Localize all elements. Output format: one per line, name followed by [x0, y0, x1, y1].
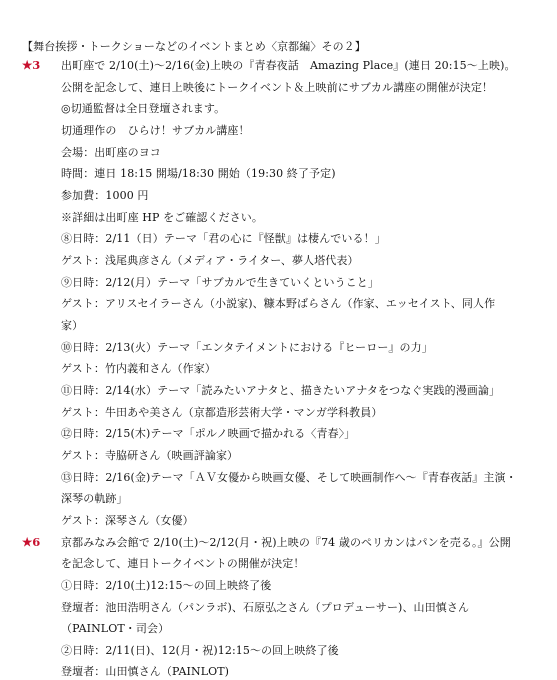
section-6-line: 登壇者：山田慎さん（PAINLOT)	[61, 665, 230, 678]
section-3-line: 参加費：1000 円	[61, 189, 149, 202]
section-3-line: 会場：出町座のヨコ	[61, 146, 161, 159]
section-3-line: ◎切通監督は全日登壇されます。	[61, 102, 226, 115]
section-6-line: ②日時：2/11(日)、12(月・祝)12:15～の回上映終了後	[61, 644, 339, 657]
section-3-line: 切通理作の ひらけ！サブカル講座！	[61, 124, 250, 137]
section-3-star-marker	[22, 58, 40, 73]
section-3-line: ※詳細は出町座 HP をご確認ください。	[61, 211, 263, 224]
section-3-line: ⑬日時：2/16(金)テーマ「ＡＶ女優から映画女優、そして映画制作へ～『青春夜話』主演・	[61, 471, 517, 484]
section-6-line: を記念して、連日トークイベントの開催が決定！	[61, 557, 305, 570]
section-3-line: ゲスト：竹内義和さん（作家）	[61, 362, 216, 375]
section-3-line: 深琴の軌跡」	[61, 492, 128, 505]
section-6-line: （PAINLOT・司会）	[61, 622, 170, 635]
section-3-line: ⑪日時：2/14(水）テーマ「読みたいアナタと、描きたいアナタをつなぐ実践的漫画論」	[61, 384, 501, 397]
section-3-line: 時間：連日 18:15 開場/18:30 開始（19:30 終了予定)	[61, 167, 336, 180]
section-3-line: ゲスト：浅尾典彦さん（メディア・ライター、夢人塔代表）	[61, 254, 359, 267]
section-3-line: 家）	[61, 319, 84, 332]
section-3-line: ゲスト：牛田あや美さん（京都造形芸術大学・マンガ学科教員）	[61, 406, 383, 419]
section-3-line: ゲスト：アリスセイラーさん（小説家)、糠本野ばらさん（作家、エッセイスト、同人作	[61, 297, 496, 310]
document-heading: 【舞台挨拶・トークショーなどのイベントまとめ〈京都編〉その２】	[22, 40, 366, 53]
star-icon-label: ★6	[22, 535, 41, 549]
section-6-line: 京都みなみ会館で 2/10(土)～2/12(月・祝)上映の『74 歳のペリカンはパンを売る。』公開	[61, 536, 511, 549]
section-6-line: ①日時：2/10(土)12:15～の回上映終了後	[61, 579, 272, 592]
section-3-line: ⑩日時：2/13(火）テーマ「エンタテイメントにおける『ヒーロー』の力」	[61, 341, 433, 354]
star-icon-label: ★3	[22, 58, 41, 72]
section-6-line: 登壇者：池田浩明さん（パンラボ)、石原弘之さん（プロデューサー)、山田慎さん	[61, 601, 470, 614]
section-3-line: 出町座で 2/10(土)～2/16(金)上映の『青春夜話 Amazing Place』(連日 20:15～上映)。	[61, 59, 516, 72]
section-3-line: ⑫日時：2/15(木)テーマ「ポルノ映画で描かれる〈青春〉」	[61, 427, 356, 440]
section-3-line: ⑧日時：2/11（日）テーマ「君の心に『怪獣』は棲んでいる！」	[61, 232, 386, 245]
section-3-line: 公開を記念して、連日上映後にトークイベント＆上映前にサブカル講座の開催が決定！	[61, 81, 494, 94]
section-6-star-marker	[22, 535, 40, 550]
section-3-line: ゲスト：深琴さん（女優）	[61, 514, 194, 527]
section-3-line: ゲスト：寺脇研さん（映画評論家）	[61, 449, 239, 462]
section-3-line: ⑨日時：2/12(月）テーマ「サブカルで生きていくということ」	[61, 276, 379, 289]
